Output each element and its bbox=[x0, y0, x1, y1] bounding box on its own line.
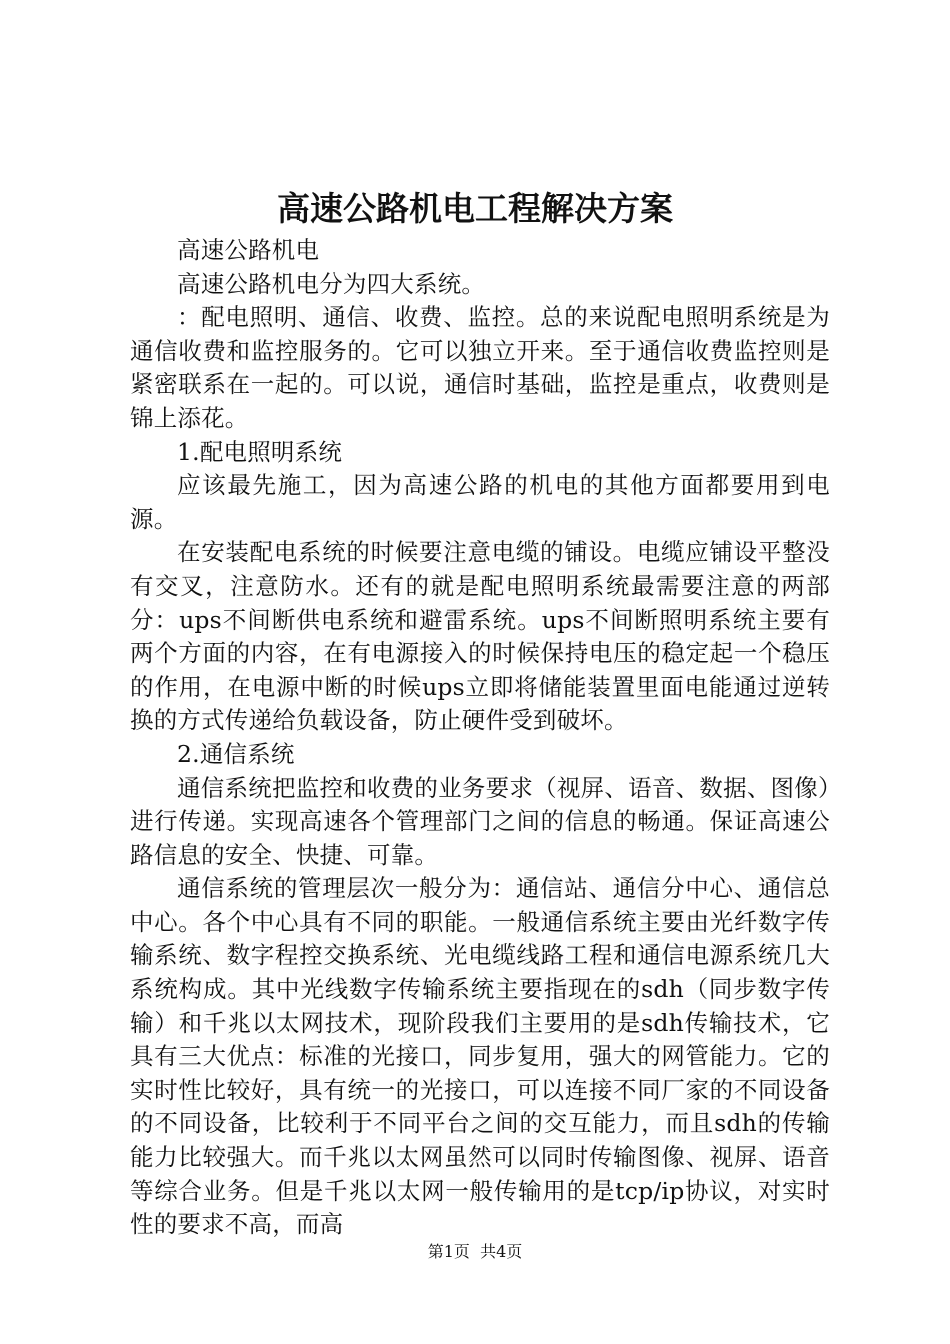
paragraph: 通信系统把监控和收费的业务要求（视屏、语音、数据、图像）进行传递。实现高速各个管理部门之间的信息的畅通。保证高速公路信息的安全、快捷、可靠。 bbox=[130, 773, 830, 869]
paragraph: 高速公路机电分为四大系统。 bbox=[177, 269, 486, 298]
section-heading: 1.配电照明系统 bbox=[177, 437, 343, 466]
page-number: 第1页 bbox=[427, 1242, 470, 1261]
paragraph: 高速公路机电 bbox=[177, 236, 320, 264]
paragraph: 通信系统的管理层次一般分为：通信站、通信分中心、通信总中心。各个中心具有不同的职能。一般通信系统主要由光纤数字传输系统、数字程控交换系统、光电缆线路工程和通信电源系统几大系统构成。其中光线数字传输系统主要指现在的sdh（同步数字传输）和千兆以太网技术，现阶段我们主要用的是sdh传输技术，它具有三大优点：标准的光接口，同步复用，强大的网管能力。它的实时性比较好，具有统一的光接口，可以连接不同厂家的不同设备的不同设备，比较利于不同平台之间的交互能力，而且sdh的传输能力比较强大。而千兆以太网虽然可以同时传输图像、视屏、语音等综合业务。但是千兆以太网一般传输用的是tcp/ip协议，对实时性的要求不高，而高 bbox=[130, 874, 830, 1239]
document-title: 高速公路机电工程解决方案 bbox=[277, 189, 673, 228]
section-heading: 2.通信系统 bbox=[177, 739, 295, 768]
paragraph: ：配电照明、通信、收费、监控。总的来说配电照明系统是为通信收费和监控服务的。它可以独立开来。至于通信收费监控则是紧密联系在一起的。可以说，通信时基础，监控是重点，收费则是锦上添花。 bbox=[130, 303, 830, 432]
document-body bbox=[130, 234, 830, 1242]
paragraph: 应该最先施工，因为高速公路的机电的其他方面都要用到电源。 bbox=[130, 471, 830, 533]
page-footer bbox=[0, 1241, 950, 1263]
paragraph: 在安装配电系统的时候要注意电缆的铺设。电缆应铺设平整没有交叉，注意防水。还有的就是配电照明系统最需要注意的两部分：ups不间断供电系统和避雷系统。ups不间断照明系统主要有两个方面的内容，在有电源接入的时候保持电压的稳定起一个稳压的作用，在电源中断的时候ups立即将储能装置里面电能通过逆转换的方式传递给负载设备，防止硬件受到破坏。 bbox=[130, 538, 830, 735]
page-total: 共4页 bbox=[480, 1242, 523, 1261]
